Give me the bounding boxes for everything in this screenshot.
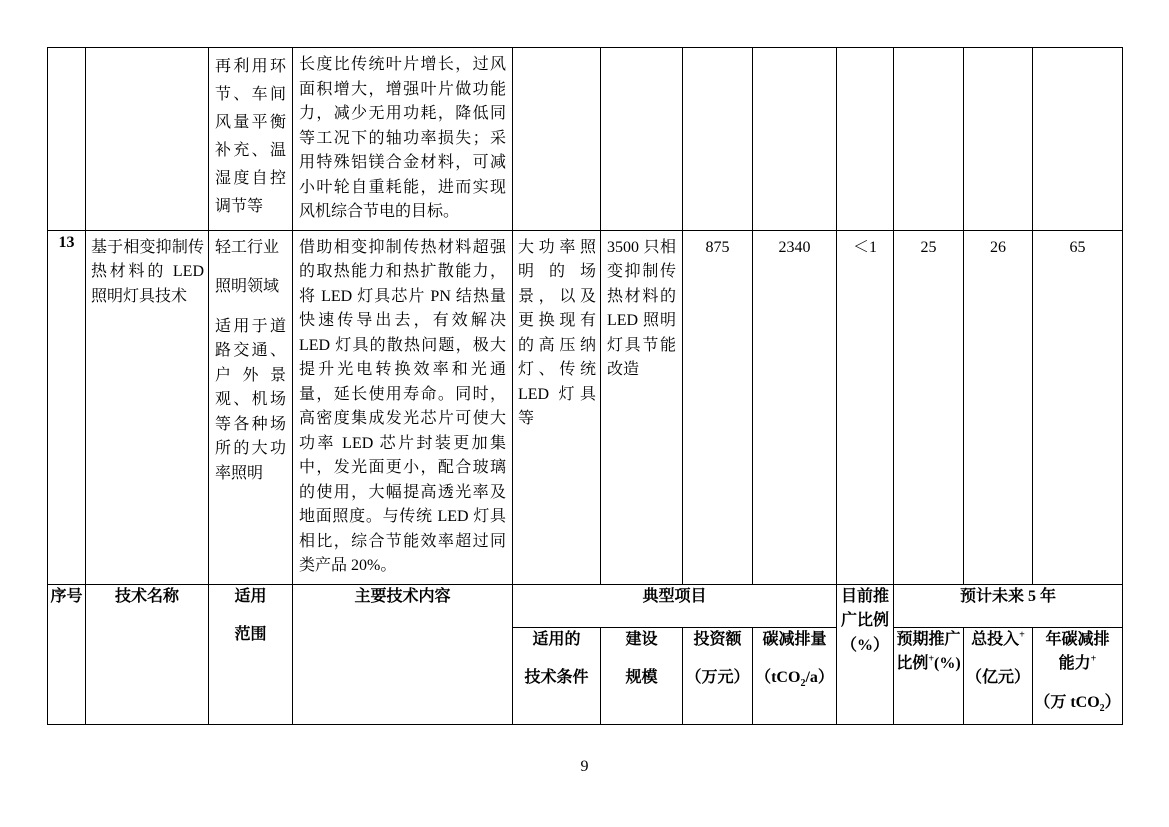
cell-13-reduction: 2340 bbox=[753, 230, 837, 584]
content-text: 借助相变抑制传热材料超强的取热能力和热扩散能力，将 LED 灯具芯片 PN 结热量快速传导出去，有效解决 LED 灯具的散热问题，极大提升光电转换效率和光通量，延长使用寿命。同时，高密度集成发光芯片可使大功率 LED 芯片封装更加集中，发光面更小，配合玻璃的使用，大幅提高透光率及地面照度。与传统 LED 灯具相比，综合节能效率超过同类产品 20%。 bbox=[299, 238, 506, 574]
cell-13-seq: 13 bbox=[48, 230, 86, 584]
plus-superscript: + bbox=[1090, 653, 1097, 665]
technology-table bbox=[47, 47, 1123, 725]
header-reduction: 碳减排量 （tCO$_2$/a） bbox=[753, 627, 837, 724]
cont-scope-text: 再利用环节、车间风量平衡补充、温湿度自控调节等 bbox=[215, 58, 286, 215]
header-current-ratio: 目前推广比例（%） bbox=[837, 584, 894, 724]
table-row-continuation bbox=[48, 48, 1123, 231]
cell-13-scale bbox=[601, 230, 683, 584]
cell-13-scope bbox=[209, 230, 293, 584]
cell-cont-scope bbox=[209, 48, 293, 231]
plus-superscript: + bbox=[1019, 629, 1025, 641]
scale-text: 3500 只相变抑制传热材料的 LED 照明灯具节能改造 bbox=[607, 238, 676, 378]
cell-13-annual-reduction: 65 bbox=[1033, 230, 1123, 584]
cell-cont-investment bbox=[683, 48, 753, 231]
cell-cont-total-investment bbox=[964, 48, 1033, 231]
header-future-5yr: 预计未来 5 年 bbox=[894, 584, 1123, 627]
cont-content-text: 长度比传统叶片增长，过风面积增大，增强叶片做功能力，减少无用功耗，降低同等工况下的轴功率损失；采用特殊铝镁合金材料，可减小叶轮自重耗能，进而实现风机综合节电的目标。 bbox=[299, 56, 506, 220]
header-investment: 投资额 （万元） bbox=[683, 627, 753, 724]
header-tech-name: 技术名称 bbox=[86, 584, 209, 724]
header-content: 主要技术内容 bbox=[293, 584, 513, 724]
header-condition: 适用的 技术条件 bbox=[513, 627, 601, 724]
cell-13-investment: 875 bbox=[683, 230, 753, 584]
cell-13-current-ratio: ＜1 bbox=[837, 230, 894, 584]
cell-cont-seq bbox=[48, 48, 86, 231]
condition-text: 大功率照明的场景，以及更换现有的高压纳灯、传统 LED 灯具等 bbox=[518, 238, 596, 427]
scope-paragraph-field: 照明领域 bbox=[215, 278, 280, 295]
header-seq: 序号 bbox=[48, 584, 86, 724]
cell-cont-condition bbox=[513, 48, 601, 231]
cell-13-tech-name bbox=[86, 230, 209, 584]
cell-13-content bbox=[293, 230, 513, 584]
cell-cont-current-ratio bbox=[837, 48, 894, 231]
table-row-13 bbox=[48, 230, 1123, 584]
scope-paragraph-usage: 适用于道路交通、户外景观、机场等各种场所的大功率照明 bbox=[215, 317, 286, 482]
header-scale: 建设 规模 bbox=[601, 627, 683, 724]
co2-subscript: 2 bbox=[800, 678, 806, 690]
header-expected-ratio: 预期推广比例+(%) bbox=[894, 627, 964, 724]
plus-superscript: + bbox=[928, 653, 935, 665]
header-row-1 bbox=[48, 584, 1123, 627]
header-scope: 适用 范围 bbox=[209, 584, 293, 724]
header-typical-project: 典型项目 bbox=[513, 584, 837, 627]
cell-cont-scale bbox=[601, 48, 683, 231]
cell-cont-expected-ratio bbox=[894, 48, 964, 231]
cell-cont-tech-name bbox=[86, 48, 209, 231]
header-annual-reduction: 年碳减排能力+ （万 tCO$_2$） bbox=[1033, 627, 1123, 724]
co2-subscript: 2 bbox=[1099, 702, 1105, 714]
cell-cont-content bbox=[293, 48, 513, 231]
cell-13-total-investment: 26 bbox=[964, 230, 1033, 584]
cell-cont-annual-reduction bbox=[1033, 48, 1123, 231]
tech-name-text: 基于相变抑制传热材料的 LED 照明灯具技术 bbox=[91, 238, 204, 305]
scope-paragraph-industry: 轻工行业 bbox=[215, 238, 280, 256]
header-total-investment: 总投入+ （亿元） bbox=[964, 627, 1033, 724]
cell-13-expected-ratio: 25 bbox=[894, 230, 964, 584]
page-number: 9 bbox=[580, 758, 589, 775]
cell-cont-reduction bbox=[753, 48, 837, 231]
cell-13-condition bbox=[513, 230, 601, 584]
